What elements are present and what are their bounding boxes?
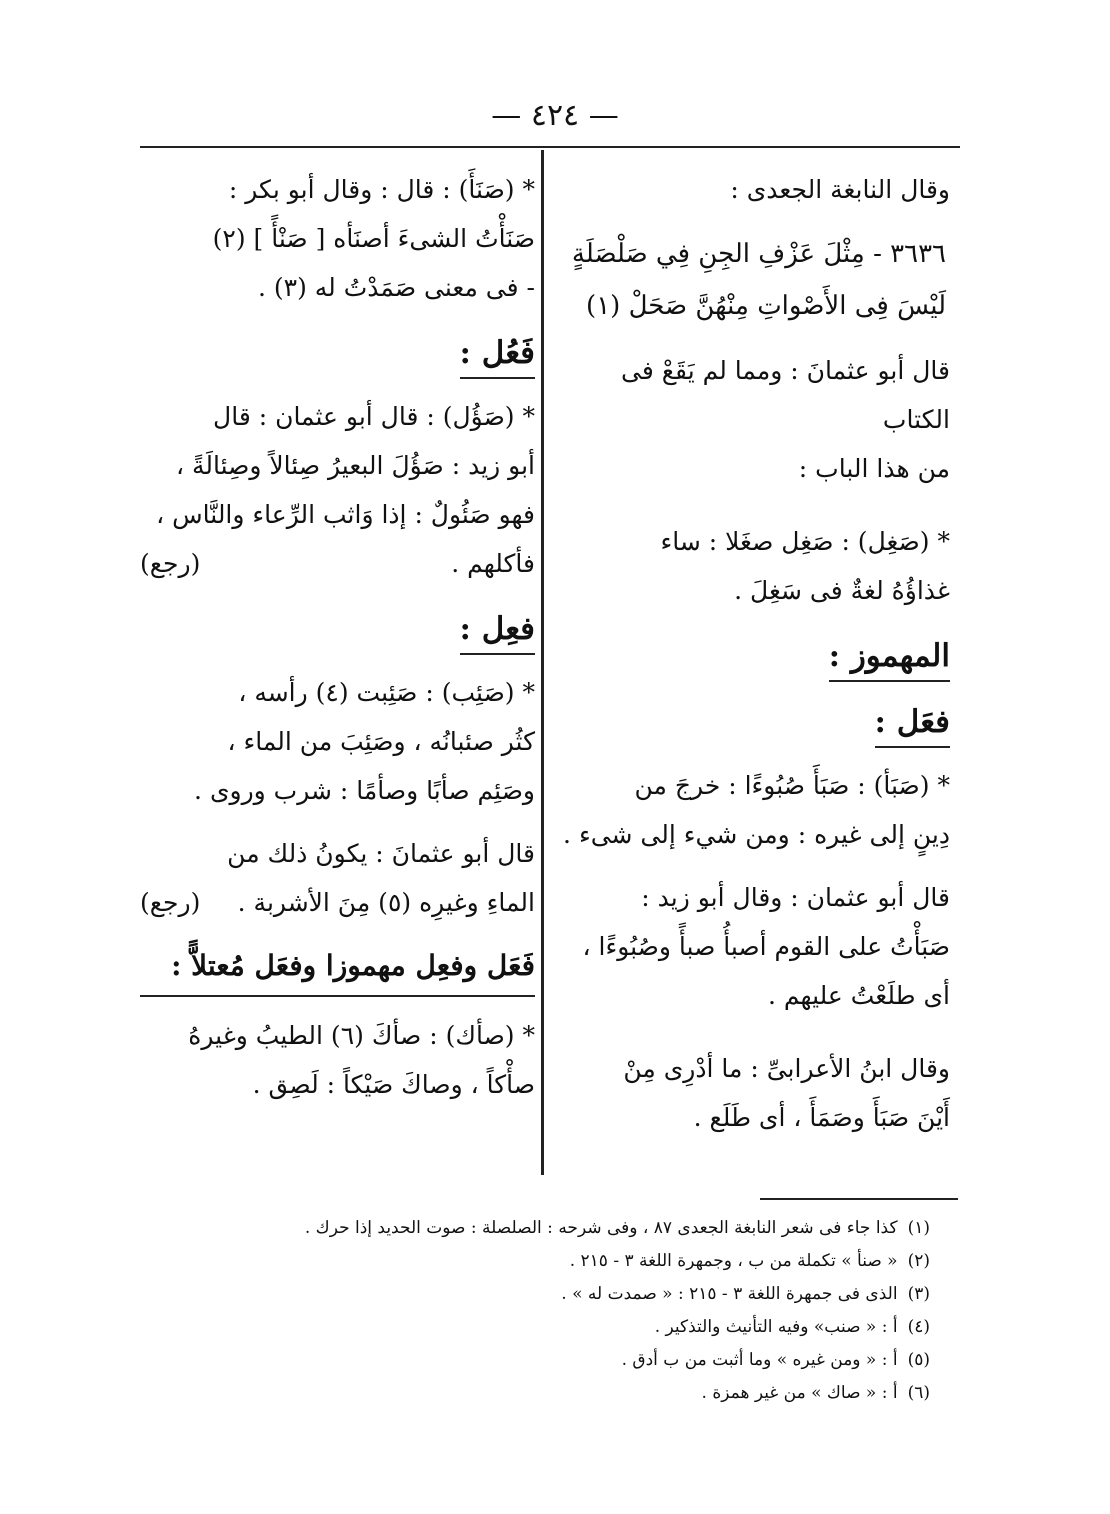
intro-line: وقال النابغة الجعدى : (730, 175, 950, 204)
text-line: فأكلهم . (451, 549, 535, 578)
verse-line: لَيْسَ فِى الأَصْواتِ مِنْهُنَّ صَحَلْ (١) (586, 291, 946, 321)
verse-line: ٣٦٣٦ - مِثْلَ عَزْفِ الجِنِ فِي صَلْصَلَةٍ (571, 239, 946, 269)
left-column (140, 165, 535, 1109)
page-number: — ٤٢٤ — (491, 98, 619, 133)
text-line: أَيْنَ صَبَأَ وصَمَأَ ، أى طَلَع . (693, 1103, 950, 1132)
text-line: غذاؤُهُ لغةٌ فى سَغِلَ . (734, 576, 950, 605)
text-line (140, 539, 535, 588)
text-line: صَبَأْتُ على القوم أصبأُ صبأً وصُبُوءًا ، (582, 932, 950, 961)
footnote (240, 1344, 930, 1377)
text-line: * (صَنَأَ) : قال : وقال أبو بكر : (228, 175, 535, 204)
text-line: * (صَغِل) : صَغِل صغَلا : ساء (660, 527, 950, 556)
text-line: صأْكاً ، وصاكَ صَيْكاً : لَصِق . (252, 1070, 535, 1099)
footnote (240, 1311, 930, 1344)
text-line (140, 878, 535, 927)
header-rule (140, 146, 960, 148)
footnote-text: « صنأ » تكملة من ب ، وجمهرة اللغة ٣ - ٢١٥ . (569, 1251, 898, 1271)
footnote-text: أ : « صاك » من غير همزة . (701, 1383, 898, 1403)
text-line: قال أبو عثمان : وقال أبو زيد : (641, 883, 950, 912)
text-line: دِينٍ إلى غيره : ومن شيء إلى شىء . (563, 820, 950, 849)
footnote-text: الذى فى جمهرة اللغة ٣ - ٢١٥ : « صمدت له » . (561, 1284, 898, 1304)
section-heading: فعِل : (140, 604, 535, 654)
section-heading: فَعُل : (140, 328, 535, 378)
text-line: * (صَؤُل) : قال أبو عثمان : قال (213, 402, 535, 431)
text-line: الماءِ وغيرِه (٥) مِنَ الأشربة . (237, 888, 535, 917)
footnote-number: (٣) (907, 1284, 930, 1304)
footnote (240, 1278, 930, 1311)
footnotes (240, 1212, 930, 1410)
text-line: قال أبو عثمانَ : يكونُ ذلك من (227, 839, 535, 868)
text-line: قال أبو عثمانَ : ومما لم يَقَعْ فى الكتاب (621, 356, 950, 434)
right-column (555, 165, 950, 1142)
text-line: فهو صَئُولٌ : إذا وَاثب الرِّعاء والنَّاس ، (156, 500, 535, 529)
section-heading: المهموز : (555, 631, 950, 681)
text-line: كثُر صئبانُه ، وصَئِبَ من الماء ، (227, 727, 535, 756)
reference-note: (رجع) (140, 888, 201, 917)
reference-note: (رجع) (140, 549, 201, 578)
section-heading: فَعَل وفعِل مهموزا وفعَل مُعتلاًّ : (140, 941, 535, 997)
text-line: وصَئِم صأبًا وصأمًا : شرب وروى . (194, 776, 535, 805)
footnote-number: (٦) (907, 1383, 930, 1403)
footnote (240, 1377, 930, 1410)
footnote-text: كذا جاء فى شعر النابغة الجعدى ٨٧ ، وفى شرحه : الصلصلة : صوت الحديد إذا حرك . (304, 1218, 898, 1238)
footnote-number: (٢) (907, 1251, 930, 1271)
text-line: أى طلَعْتُ عليهم . (768, 981, 950, 1010)
footnote-rule (760, 1198, 958, 1200)
footnote-number: (٥) (907, 1350, 930, 1370)
footnote (240, 1245, 930, 1278)
text-line: * (صَبَأ) : صَبَأَ صُبُوءًا : خرجَ من (634, 771, 950, 800)
footnote-text: أ : « ومن غيره » وما أثبت من ب أدق . (621, 1350, 898, 1370)
column-divider (541, 150, 544, 1175)
section-heading: فعَل : (555, 697, 950, 747)
text-line: وقال ابنُ الأعرابىِّ : ما أدْرِى مِنْ (623, 1054, 950, 1083)
text-line: صَنَأْتُ الشىءَ أصنَأه [ صَنْأً ] (٢) (212, 224, 535, 253)
text-line: * (صَئِب) : صَئِبت (٤) رأسه ، (238, 678, 535, 707)
footnote-number: (١) (907, 1218, 930, 1238)
footnote (240, 1212, 930, 1245)
text-line: من هذا الباب : (798, 454, 950, 483)
text-line: أبو زيد : صَؤُلَ البعيرُ صِئالاً وصِئالَةً ، (175, 451, 535, 480)
footnote-number: (٤) (907, 1317, 930, 1337)
text-line: - فى معنى صَمَدْتُ له (٣) . (257, 273, 535, 302)
footnote-text: أ : « صنب» وفيه التأنيث والتذكير . (654, 1317, 898, 1337)
text-line: * (صأك) : صأكَ (٦) الطيبُ وغيرهُ (188, 1021, 535, 1050)
